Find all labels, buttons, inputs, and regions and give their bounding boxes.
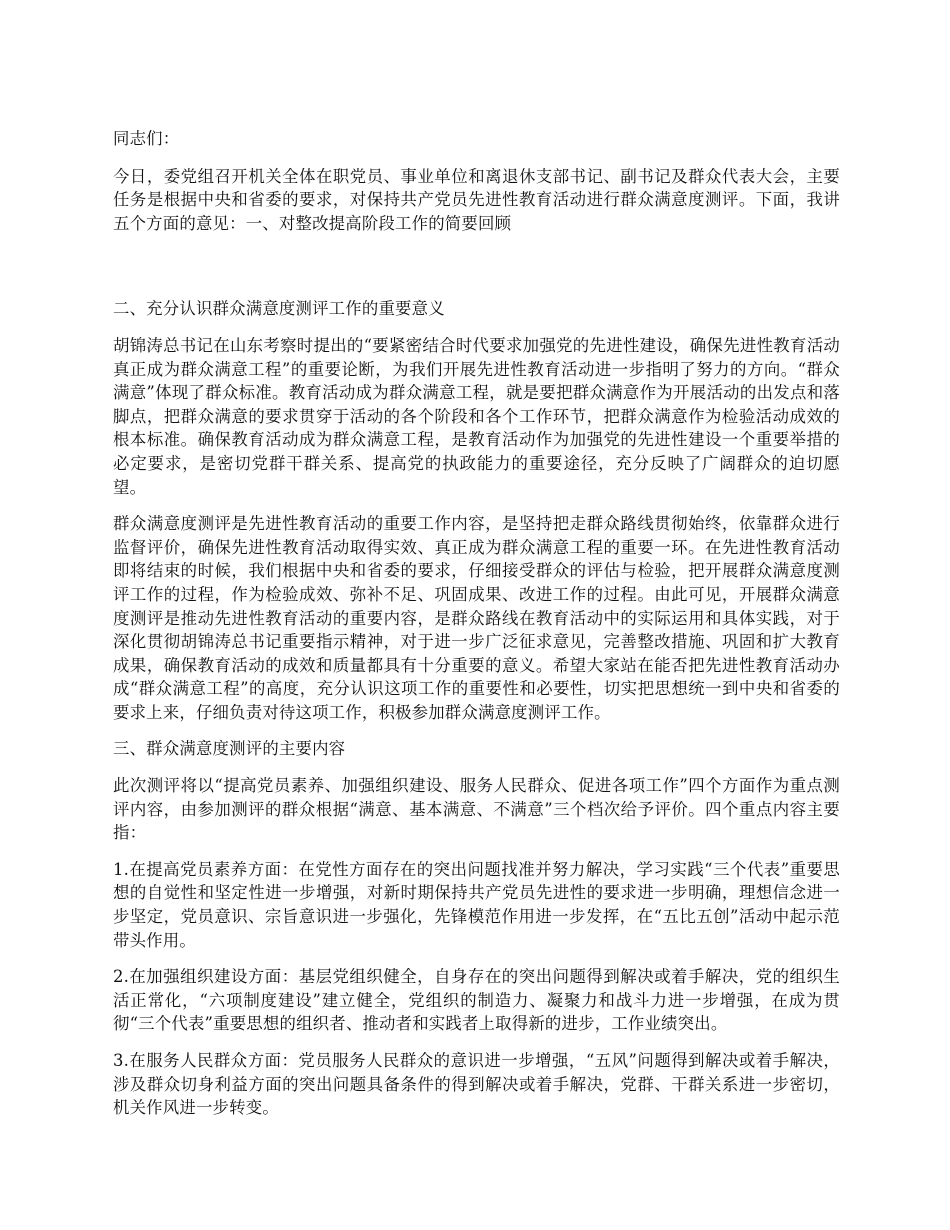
salutation: 同志们： — [113, 129, 180, 148]
section-3-item-3: 3.在服务人民群众方面：党员服务人民群众的意识进一步增强，“五风”问题得到解决或着手解决，涉及群众切身利益方面的突出问题具备条件的得到解决或着手解决，党群、干群关系进一步密切，机关作风进一步转变。 — [113, 1051, 840, 1118]
section-2-paragraph-1: 胡锦涛总书记在山东考察时提出的“要紧密结合时代要求加强党的先进性建设，确保先进性教育活动真正成为群众满意工程”的重要论断，为我们开展先进性教育活动进一步指明了努力的方向。“群众满意”体现了群众标准。教育活动成为群众满意工程，就是要把群众满意作为开展活动的出发点和落脚点，把群众满意的要求贯穿于活动的各个阶段和各个工作环节，把群众满意作为检验活动成效的根本标准。确保教育活动成为群众满意工程，是教育活动作为加强党的先进性建设一个重要举措的必定要求，是密切党群干群关系、提高党的执政能力的重要途径，充分反映了广阔群众的迫切愿望。 — [113, 335, 840, 497]
section-2-paragraph-2: 群众满意度测评是先进性教育活动的重要工作内容，是坚持把走群众路线贯彻始终，依靠群众进行监督评价，确保先进性教育活动取得实效、真正成为群众满意工程的重要一环。在先进性教育活动即将结束的时候，我们根据中央和省委的要求，仔细接受群众的评估与检验，把开展群众满意度测评工作的过程，作为检验成效、弥补不足、巩固成果、改进工作的过程。由此可见，开展群众满意度测评是推动先进性教育活动的重要内容，是群众路线在教育活动中的实际运用和具体实践，对于深化贯彻胡锦涛总书记重要指示精神，对于进一步广泛征求意见，完善整改措施、巩固和扩大教育成果，确保教育活动的成效和质量都具有十分重要的意义。希望大家站在能否把先进性教育活动办成“群众满意工程”的高度，充分认识这项工作的重要性和必要性，切实把思想统一到中央和省委的要求上来，仔细负责对待这项工作，积极参加群众满意度测评工作。 — [113, 514, 840, 722]
section-3-heading: 三、群众满意度测评的主要内容 — [113, 739, 346, 759]
section-2-heading: 二、充分认识群众满意度测评工作的重要意义 — [113, 299, 445, 319]
document-body — [113, 127, 840, 1133]
section-3-item-2: 2.在加强组织建设方面：基层党组织健全，自身存在的突出问题得到解决或着手解决，党的组织生活正常化，“六项制度建设”建立健全，党组织的制造力、凝聚力和战斗力进一步增强，在成为贯彻“三个代表”重要思想的组织者、推动者和实践者上取得新的进步，工作业绩突出。 — [113, 967, 840, 1034]
intro-paragraph: 今日，委党组召开机关全体在职党员、事业单位和离退休支部书记、副书记及群众代表大会，主要任务是根据中央和省委的要求，对保持共产党员先进性教育活动进行群众满意度测评。下面，我讲五个方面的意见：一、对整改提高阶段工作的简要回顾 — [113, 166, 840, 233]
section-3-paragraph-1: 此次测评将以“提高党员素养、加强组织建设、服务人民群众、促进各项工作”四个方面作为重点测评内容，由参加测评的群众根据“满意、基本满意、不满意”三个档次给予评价。四个重点内容主要指： — [113, 776, 840, 843]
section-3-item-1: 1.在提高党员素养方面：在党性方面存在的突出问题找准并努力解决，学习实践“三个代表”重要思想的自觉性和坚定性进一步增强，对新时期保持共产党员先进性的要求进一步明确，理想信念进一步坚定，党员意识、宗旨意识进一步强化，先锋模范作用进一步发挥，在“五比五创”活动中起示范带头作用。 — [113, 859, 840, 950]
